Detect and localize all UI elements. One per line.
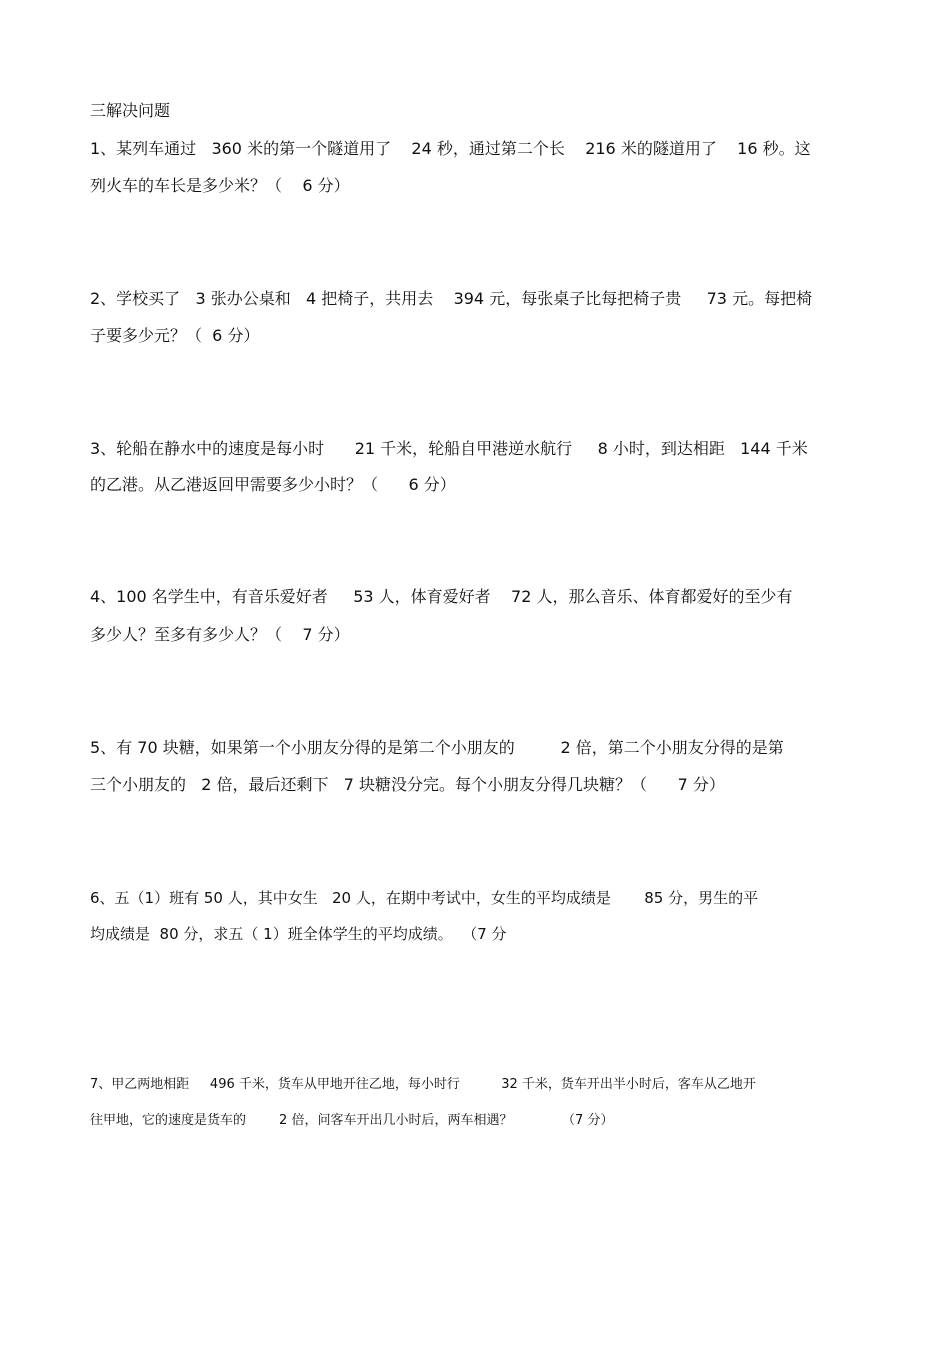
question-5-line-2: 三个小朋友的 2 倍，最后还剩下 7 块糖没分完。每个小朋友分得几块糖？（ 7 分） <box>90 775 725 794</box>
question-6-line-1: 6、五（1）班有 50 人，其中女生 20 人，在期中考试中，女生的平均成绩是 85 分，男生的平 <box>90 889 759 907</box>
question-7-line-1: 7、甲乙两地相距 496 千米，货车从甲地开往乙地，每小时行 32 千米，货车开出半小时后，客车从乙地开 <box>90 1077 756 1092</box>
question-1-line-2: 列火车的车长是多少米？（ 6 分） <box>90 176 350 195</box>
question-5-line-1: 5、有 70 块糖，如果第一个小朋友分得的是第二个小朋友的 2 倍，第二个小朋友分得的是第 <box>90 738 784 757</box>
question-2-line-1: 2、学校买了 3 张办公桌和 4 把椅子，共用去 394 元，每张桌子比每把椅子贵 73 元。每把椅 <box>90 289 813 308</box>
question-6-line-2: 均成绩是 80 分，求五（ 1）班全体学生的平均成绩。 （7 分 <box>90 925 507 943</box>
question-3-line-1: 3、轮船在静水中的速度是每小时 21 千米，轮船自甲港逆水航行 8 小时，到达相距 144 千米 <box>90 439 808 458</box>
question-3-line-2: 的乙港。从乙港返回甲需要多少小时？（ 6 分） <box>90 475 456 494</box>
question-1-line-1: 1、某列车通过 360 米的第一个隧道用了 24 秒，通过第二个长 216 米的隧道用了 16 秒。这 <box>90 139 811 158</box>
question-7-line-2: 往甲地，它的速度是货车的 2 倍，问客车开出几小时后，两车相遇？ （7 分） <box>90 1113 614 1128</box>
question-4-line-2: 多少人？至多有多少人？（ 7 分） <box>90 625 350 644</box>
question-4-line-1: 4、100 名学生中，有音乐爱好者 53 人，体育爱好者 72 人，那么音乐、体育都爱好的至少有 <box>90 587 793 606</box>
question-2-line-2: 子要多少元？（ 6 分） <box>90 326 260 345</box>
section-title: 三解决问题 <box>90 101 171 120</box>
